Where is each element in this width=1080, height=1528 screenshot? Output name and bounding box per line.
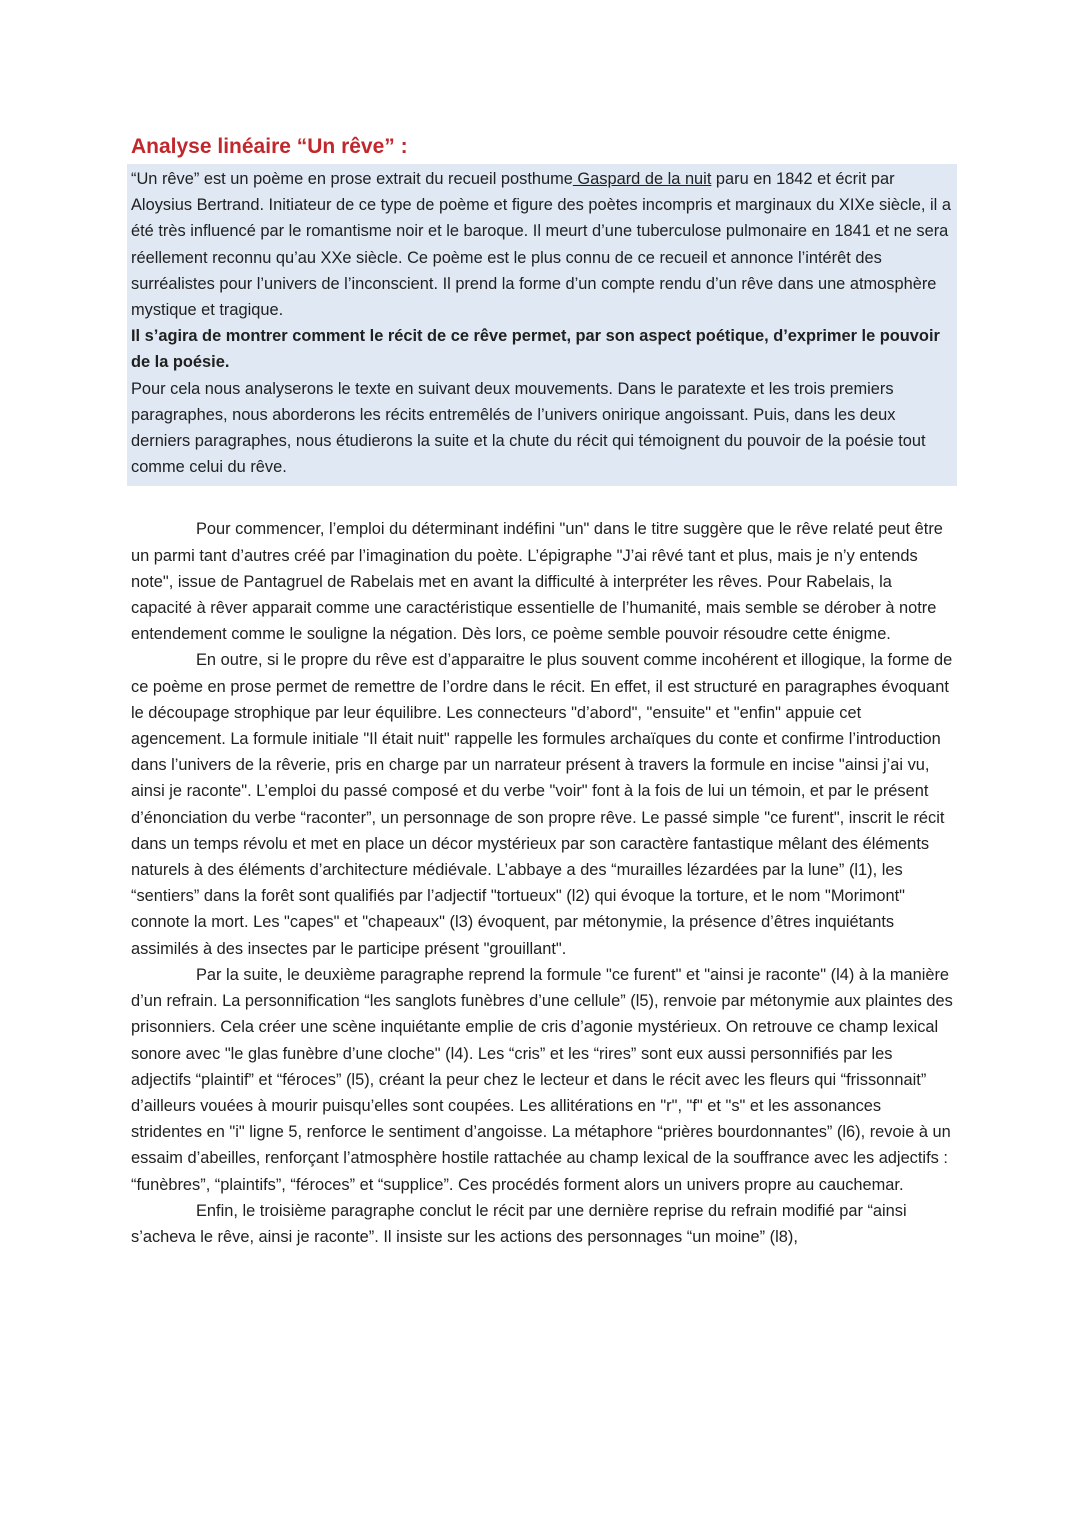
problematique: Il s’agira de montrer comment le récit de ce rêve permet, par son aspect poétique, d’exprimer le pouvoir de la poésie. [131,327,940,372]
body-paragraph-4: Enfin, le troisième paragraphe conclut le récit par une dernière reprise du refrain modifié par “ainsi s’acheva le rêve, ainsi je raconte”. Il insiste sur les actions des personnages “un moine” (l8), [131,1201,907,1246]
book-title-link: Gaspard de la nuit [572,170,712,188]
intro-paragraph [131,166,953,323]
plan-paragraph: Pour cela nous analyserons le texte en suivant deux mouvements. Dans le paratexte et les trois premiers paragraphes, nous aborderons les récits entremêlés de l’univers onirique angoissant. Puis, dans les deux derniers paragraphes, nous étudierons la suite et la chute du récit qui témoignent du pouvoir de la poésie tout comme celui du rêve. [131,379,926,477]
intro-text-start: “Un rêve” est un poème en prose extrait du recueil posthume [131,170,573,188]
page-title: Analyse linéaire “Un rêve” : [131,135,408,158]
body-paragraph-1: Pour commencer, l’emploi du déterminant indéfini "un" dans le titre suggère que le rêve relaté peut être un parmi tant d’autres créé par l’imagination du poète. L’épigraphe "J’ai rêvé tant et plus, mais je n’y entends note", issue de Pantagruel de Rabelais met en avant la difficulté à interpréter les rêves. Pour Rabelais, la capacité à rêver apparait comme une caractéristique essentielle de l’humanité, mais semble se dérober à notre entendement comme le souligne la négation. Dès lors, ce poème semble pouvoir résoudre cette énigme. [131,520,943,644]
analysis-body [131,516,953,1250]
intro-text-end: paru en 1842 et écrit par Aloysius Bertrand. Initiateur de ce type de poème et figure des poètes incompris et marginaux du XIXe siècle, il a été très influencé par le romantisme noir et le baroque. Il meurt d’une tuberculose pulmonaire en 1841 et ne sera réellement reconnu qu’au XXe siècle. Ce poème est le plus connu de ce recueil et annonce l’intérêt des surréalistes pour l’univers de l’inconscient. Il prend la forme d’un compte rendu d’un rêve dans une atmosphère mystique et tragique. [131,170,951,320]
body-paragraph-2: En outre, si le propre du rêve est d’apparaitre le plus souvent comme incohérent et illogique, la forme de ce poème en prose permet de remettre de l’ordre dans le récit. En effet, il est structuré en paragraphes évoquant le découpage strophique par leur équilibre. Les connecteurs "d’abord", "ensuite" et "enfin" appuie cet agencement. La formule initiale "Il était nuit" rappelle les formules archaïques du conte et confirme l’introduction dans l’univers de la rêverie, pris en charge par un narrateur présent à travers la formule en incise "ainsi j’ai vu, ainsi je raconte". L’emploi du passé composé et du verbe "voir" font à la fois de lui un témoin, et par le présent d’énonciation du verbe “raconter”, un personnage de son propre rêve. Le passé simple "ce furent", inscrit le récit dans un temps révolu et met en place un décor mystérieux par son caractère fantastique mêlant des éléments naturels à des éléments d’architecture médiévale. L’abbaye a des “murailles lézardées par la lune” (l1), les “sentiers” dans la forêt sont qualifiés par l’adjectif "tortueux" (l2) qui évoque la torture, et le nom "Morimont" connote la mort. Les "capes" et "chapeaux" (l3) évoquent, par métonymie, la présence d’êtres inquiétants assimilés à des insectes par le participe présent "grouillant". [131,651,953,958]
body-paragraph-3: Par la suite, le deuxième paragraphe reprend la formule "ce furent" et "ainsi je raconte" (l4) à la manière d’un refrain. La personnification “les sanglots funèbres d’une cellule” (l5), renvoie par métonymie aux plaintes des prisonniers. Cela créer une scène inquiétante emplie de cris d’agonie mystérieux. On retrouve ce champ lexical sonore avec "le glas funèbre d’une cloche" (l4). Les “cris” et les “rires” sont eux aussi personnifiés par les adjectifs “plaintif” et “féroces” (l5), créant la peur chez le lecteur et dans le récit avec les fleurs qui “frissonnait” d’ailleurs vouées à mourir puisqu’elles sont coupées. Les allitérations en "r", "f" et "s" et les assonances stridentes en "i" ligne 5, renforce le sentiment d’angoisse. La métaphore “prières bourdonnantes” (l6), revoie à un essaim d’abeilles, renforçant l’atmosphère hostile rattachée au champ lexical de la souffrance avec les adjectifs : “funèbres”, “plaintifs”, “féroces” et “supplice”. Ces procédés forment alors un univers propre au cauchemar. [131,965,953,1194]
introduction-block [127,164,957,486]
document-page [131,132,953,1250]
